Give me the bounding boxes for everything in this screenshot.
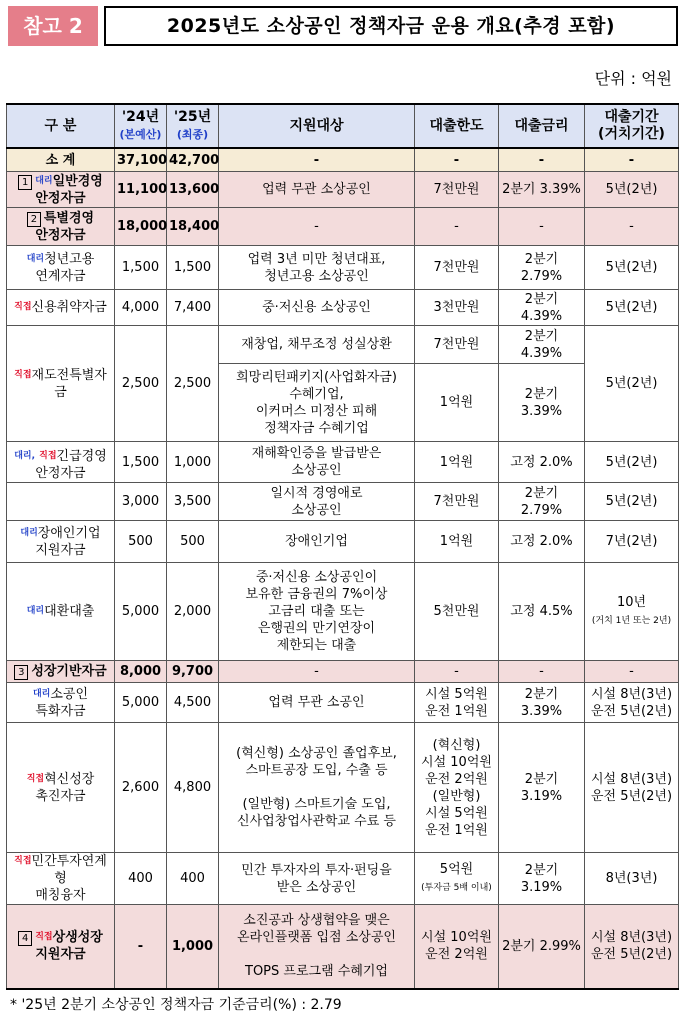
table-cell: 고정 4.5% xyxy=(499,563,585,661)
table-row-innovation xyxy=(7,723,679,853)
header-2024: '24년 (본예산) xyxy=(115,104,167,148)
table-cell: 4,000 xyxy=(115,290,167,326)
table-row-emergency-b xyxy=(7,483,679,521)
title-bar xyxy=(8,6,674,46)
table-cell: 시설 8년(3년) 운전 5년(2년) xyxy=(585,905,679,989)
table-cell: 2 특별경영 안정자금 xyxy=(7,208,115,246)
table-cell: $^{대리}$청년고용 연계자금 xyxy=(7,246,115,290)
table-cell: 13,600 xyxy=(167,172,219,208)
table-cell: 5년(2년) xyxy=(585,483,679,521)
table-cell: 7,400 xyxy=(167,290,219,326)
table-cell: 5년(2년) xyxy=(585,442,679,483)
table-cell: 2,500 xyxy=(115,326,167,442)
table-cell: 2분기 3.39% xyxy=(499,683,585,723)
table-cell: $^{직접}$혁신성장 촉진자금 xyxy=(7,723,115,853)
table-cell: 희망리턴패키지(사업화자금) 수혜기업, 이커머스 미정산 피해 정책자금 수혜기업 xyxy=(219,364,415,442)
table-cell: 7천만원 xyxy=(415,326,499,364)
table-row-growth xyxy=(7,661,679,683)
table-cell: $^{직접}$민간투자연계형 매칭융자 xyxy=(7,853,115,905)
table-cell: 2,600 xyxy=(115,723,167,853)
table-cell: 5년(2년) xyxy=(585,172,679,208)
table-row-credit xyxy=(7,290,679,326)
table-cell: 업력 3년 미만 청년대표, 청년고용 소상공인 xyxy=(219,246,415,290)
table-cell: 7년(2년) xyxy=(585,521,679,563)
table-cell: 2분기 3.19% xyxy=(499,853,585,905)
table-cell: - xyxy=(219,661,415,683)
table-cell: 5억원 (투자금 5배 이내) xyxy=(415,853,499,905)
table-cell: 11,100 xyxy=(115,172,167,208)
table-cell: 1 $^{대리}$일반경영 안정자금 xyxy=(7,172,115,208)
table-cell: 2분기 2.99% xyxy=(499,905,585,989)
table-cell: $^{대리}$소공인 특화자금 xyxy=(7,683,115,723)
table-cell: 업력 무관 소상공인 xyxy=(219,172,415,208)
table-cell: $^{대리}$대환대출 xyxy=(7,563,115,661)
table-cell: 500 xyxy=(167,521,219,563)
table-cell: $^{직접}$재도전특별자금 xyxy=(7,326,115,442)
header-category: 구 분 xyxy=(7,104,115,148)
table-cell: 3,500 xyxy=(167,483,219,521)
table-cell: 시설 8년(3년) 운전 5년(2년) xyxy=(585,723,679,853)
table-cell: 시설 5억원 운전 1억원 xyxy=(415,683,499,723)
table-cell: 고정 2.0% xyxy=(499,521,585,563)
table-row-private-matching xyxy=(7,853,679,905)
table-cell: 5,000 xyxy=(115,563,167,661)
table-cell: 장애인기업 xyxy=(219,521,415,563)
table-cell: - xyxy=(499,208,585,246)
table-cell: 10년 (거치 1년 또는 2년) xyxy=(585,563,679,661)
table-cell: 소 계 xyxy=(7,148,115,172)
table-cell: 1,500 xyxy=(167,246,219,290)
table-cell: 중·저신용 소상공인이 보유한 금융권의 7%이상 고금리 대출 또는 은행권의 만기연장이 제한되는 대출 xyxy=(219,563,415,661)
table-row-emergency-a xyxy=(7,442,679,483)
table-cell: (혁신형) 시설 10억원 운전 2억원 (일반형) 시설 5억원 운전 1억원 xyxy=(415,723,499,853)
table-cell: 5년(2년) xyxy=(585,326,679,442)
table-cell: - xyxy=(115,905,167,989)
table-cell: 18,400 xyxy=(167,208,219,246)
table-cell: 1억원 xyxy=(415,521,499,563)
table-cell: 4 $^{직접}$상생성장 지원자금 xyxy=(7,905,115,989)
table-cell: - xyxy=(585,148,679,172)
table-cell: 고정 2.0% xyxy=(499,442,585,483)
table-cell: - xyxy=(585,208,679,246)
table-cell: 소진공과 상생협약을 맺은 온라인플랫폼 입점 소상공인 TOPS 프로그램 수혜기업 xyxy=(219,905,415,989)
footnote: * '25년 2분기 소상공인 정책자금 기준금리(%) : 2.79 xyxy=(10,997,342,1013)
header-2025: '25년 (최종) xyxy=(167,104,219,148)
table-cell: 일시적 경영애로 소상공인 xyxy=(219,483,415,521)
table-cell: 1,000 xyxy=(167,442,219,483)
table-cell: 3천만원 xyxy=(415,290,499,326)
table-cell: 시설 8년(3년) 운전 5년(2년) xyxy=(585,683,679,723)
table-row-special xyxy=(7,208,679,246)
table-cell: 8,000 xyxy=(115,661,167,683)
header-rate: 대출금리 xyxy=(499,104,585,148)
table-cell: 재해확인증을 발급받은 소상공인 xyxy=(219,442,415,483)
table-cell: 4,500 xyxy=(167,683,219,723)
table-cell: 1억원 xyxy=(415,364,499,442)
table-header-row xyxy=(7,104,679,148)
table-row-small-craft xyxy=(7,683,679,723)
table-row-general xyxy=(7,172,679,208)
table-cell: 8년(3년) xyxy=(585,853,679,905)
table-cell: - xyxy=(499,148,585,172)
table-cell: 500 xyxy=(115,521,167,563)
table-cell: 2분기 3.19% xyxy=(499,723,585,853)
header-limit: 대출한도 xyxy=(415,104,499,148)
table-row-youth xyxy=(7,246,679,290)
table-cell: 업력 무관 소공인 xyxy=(219,683,415,723)
table-cell: - xyxy=(585,661,679,683)
table-cell: 5,000 xyxy=(115,683,167,723)
table-cell: - xyxy=(219,148,415,172)
table-row-total xyxy=(7,148,679,172)
table-cell: $^{대리,}$ $^{직접}$긴급경영 안정자금 xyxy=(7,442,115,483)
table-cell: 5천만원 xyxy=(415,563,499,661)
table-cell: 2분기 3.39% xyxy=(499,172,585,208)
table-cell: 2분기 4.39% xyxy=(499,290,585,326)
reference-badge: 참고 2 xyxy=(8,6,98,46)
table-cell: - xyxy=(219,208,415,246)
table-cell: - xyxy=(415,148,499,172)
fund-table xyxy=(6,103,679,990)
table-cell: (혁신형) 소상공인 졸업후보, 스마트공장 도입, 수출 등 (일반형) 스마트기술 도입, 신사업창업사관학교 수료 등 xyxy=(219,723,415,853)
table-cell: - xyxy=(499,661,585,683)
table-cell: $^{대리}$장애인기업 지원자금 xyxy=(7,521,115,563)
table-cell: 400 xyxy=(167,853,219,905)
table-cell: 37,100 xyxy=(115,148,167,172)
table-cell: 7천만원 xyxy=(415,246,499,290)
table-cell: - xyxy=(415,661,499,683)
table-cell: 42,700 xyxy=(167,148,219,172)
table-cell: 2분기 3.39% xyxy=(499,364,585,442)
table-cell: 9,700 xyxy=(167,661,219,683)
table-cell: 5년(2년) xyxy=(585,246,679,290)
table-cell: 재창업, 채무조정 성실상환 xyxy=(219,326,415,364)
table-cell: 중·저신용 소상공인 xyxy=(219,290,415,326)
table-cell: 3 성장기반자금 xyxy=(7,661,115,683)
header-period: 대출기간 (거치기간) xyxy=(585,104,679,148)
unit-label: 단위 : 억원 xyxy=(594,69,672,88)
table-cell: 1,000 xyxy=(167,905,219,989)
table-cell: 민간 투자자의 투자·펀딩을 받은 소상공인 xyxy=(219,853,415,905)
table-cell: 7천만원 xyxy=(415,483,499,521)
table-cell: 1억원 xyxy=(415,442,499,483)
table-cell: 2분기 4.39% xyxy=(499,326,585,364)
table-row-restart-a xyxy=(7,326,679,364)
table-cell: 18,000 xyxy=(115,208,167,246)
table-cell: 2,000 xyxy=(167,563,219,661)
table-cell: 2분기 2.79% xyxy=(499,246,585,290)
table-cell: 5년(2년) xyxy=(585,290,679,326)
table-cell: 시설 10억원 운전 2억원 xyxy=(415,905,499,989)
table-cell: 4,800 xyxy=(167,723,219,853)
table-cell: 3,000 xyxy=(115,483,167,521)
page-title: 2025년도 소상공인 정책자금 운용 개요(추경 포함) xyxy=(104,6,678,46)
table-cell xyxy=(7,483,115,521)
table-row-refinance xyxy=(7,563,679,661)
table-cell: 1,500 xyxy=(115,442,167,483)
table-cell: $^{직접}$신용취약자금 xyxy=(7,290,115,326)
table-row-disabled xyxy=(7,521,679,563)
table-cell: 7천만원 xyxy=(415,172,499,208)
header-target: 지원대상 xyxy=(219,104,415,148)
table-cell: 2,500 xyxy=(167,326,219,442)
table-cell: - xyxy=(415,208,499,246)
table-cell: 400 xyxy=(115,853,167,905)
table-cell: 1,500 xyxy=(115,246,167,290)
table-cell: 2분기 2.79% xyxy=(499,483,585,521)
table-row-coexistence xyxy=(7,905,679,989)
